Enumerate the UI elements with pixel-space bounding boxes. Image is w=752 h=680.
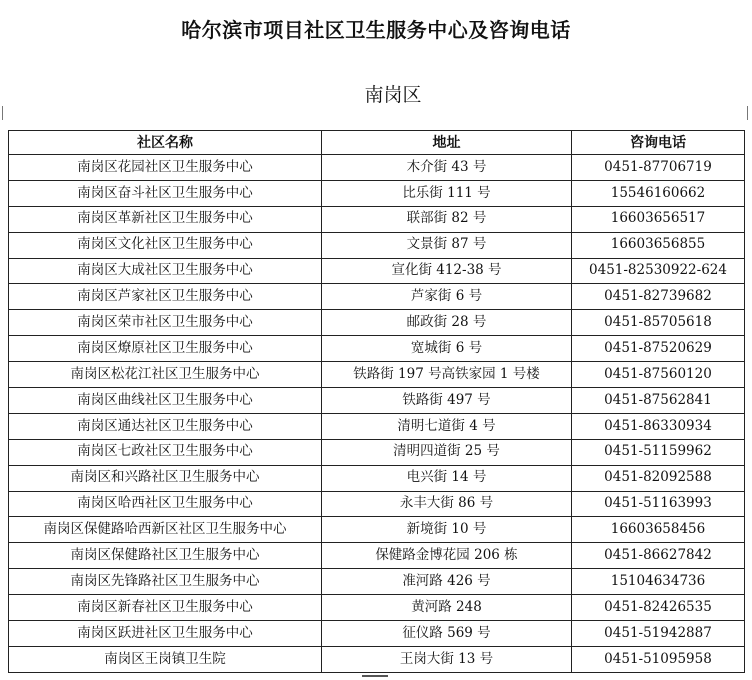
address-cell: 永丰大街 86 号 [322,491,572,517]
phone-cell: 16603656517 [572,206,745,232]
community-name-cell: 南岗区奋斗社区卫生服务中心 [9,180,322,206]
community-name-cell: 南岗区保健路社区卫生服务中心 [9,543,322,569]
address-cell: 电兴街 14 号 [322,465,572,491]
phone-cell: 0451-51163993 [572,491,745,517]
phone-cell: 0451-82530922-624 [572,258,745,284]
table-row [9,543,745,569]
table-row [9,491,745,517]
address-cell: 清明四道街 25 号 [322,439,572,465]
address-cell: 王岗大街 13 号 [322,646,572,672]
table-row [9,206,745,232]
table-row [9,517,745,543]
community-name-cell: 南岗区曲线社区卫生服务中心 [9,388,322,414]
address-cell: 芦家街 6 号 [322,284,572,310]
phone-cell: 0451-87562841 [572,388,745,414]
address-cell: 比乐街 111 号 [322,180,572,206]
phone-cell: 0451-82092588 [572,465,745,491]
community-name-cell: 南岗区荣市社区卫生服务中心 [9,310,322,336]
table-row [9,569,745,595]
community-name-cell: 南岗区先锋路社区卫生服务中心 [9,569,322,595]
community-name-cell: 南岗区革新社区卫生服务中心 [9,206,322,232]
address-cell: 宽城街 6 号 [322,336,572,362]
address-cell: 宣化街 412-38 号 [322,258,572,284]
health-center-table [8,130,745,673]
table-header-row [9,131,745,155]
community-name-cell: 南岗区七政社区卫生服务中心 [9,439,322,465]
table-row [9,155,745,181]
phone-cell: 0451-85705618 [572,310,745,336]
table-row [9,310,745,336]
address-cell: 铁路街 197 号高铁家园 1 号楼 [322,362,572,388]
table-row [9,595,745,621]
table-row [9,258,745,284]
table-row [9,336,745,362]
community-name-cell: 南岗区大成社区卫生服务中心 [9,258,322,284]
phone-cell: 0451-51942887 [572,621,745,647]
address-cell: 联部街 82 号 [322,206,572,232]
phone-cell: 15546160662 [572,180,745,206]
phone-cell: 15104634736 [572,569,745,595]
community-name-cell: 南岗区花园社区卫生服务中心 [9,155,322,181]
phone-cell: 16603658456 [572,517,745,543]
community-name-cell: 南岗区燎原社区卫生服务中心 [9,336,322,362]
table-row [9,362,745,388]
community-name-cell: 南岗区保健路哈西新区社区卫生服务中心 [9,517,322,543]
phone-cell: 0451-87520629 [572,336,745,362]
phone-cell: 0451-82426535 [572,595,745,621]
address-cell: 征仪路 569 号 [322,621,572,647]
phone-cell: 0451-87706719 [572,155,745,181]
phone-cell: 16603656855 [572,232,745,258]
district-heading: 南岗区 [364,84,422,106]
phone-cell: 0451-87560120 [572,362,745,388]
community-name-cell: 南岗区跃进社区卫生服务中心 [9,621,322,647]
address-cell: 准河路 426 号 [322,569,572,595]
address-cell: 新境街 10 号 [322,517,572,543]
community-name-cell: 南岗区文化社区卫生服务中心 [9,232,322,258]
phone-cell: 0451-86330934 [572,413,745,439]
table-row [9,646,745,672]
address-cell: 保健路金博花园 206 栋 [322,543,572,569]
community-name-cell: 南岗区芦家社区卫生服务中心 [9,284,322,310]
page-bottom-marker [362,675,388,677]
table-row [9,465,745,491]
header-address: 地址 [322,131,572,155]
address-cell: 木介街 43 号 [322,155,572,181]
phone-cell: 0451-51159962 [572,439,745,465]
address-cell: 黄河路 248 [322,595,572,621]
phone-cell: 0451-86627842 [572,543,745,569]
phone-cell: 0451-82739682 [572,284,745,310]
address-cell: 清明七道街 4 号 [322,413,572,439]
community-name-cell: 南岗区新春社区卫生服务中心 [9,595,322,621]
address-cell: 铁路街 497 号 [322,388,572,414]
community-name-cell: 南岗区松花江社区卫生服务中心 [9,362,322,388]
left-margin-marker [2,106,3,120]
header-phone: 咨询电话 [572,131,745,155]
community-name-cell: 南岗区哈西社区卫生服务中心 [9,491,322,517]
header-community-name: 社区名称 [9,131,322,155]
table-row [9,439,745,465]
table-row [9,232,745,258]
community-name-cell: 南岗区王岗镇卫生院 [9,646,322,672]
address-cell: 文景街 87 号 [322,232,572,258]
table-row [9,284,745,310]
community-name-cell: 南岗区通达社区卫生服务中心 [9,413,322,439]
document-title: 哈尔滨市项目社区卫生服务中心及咨询电话 [181,18,571,42]
table-row [9,180,745,206]
table-row [9,388,745,414]
right-margin-marker [747,106,748,120]
phone-cell: 0451-51095958 [572,646,745,672]
address-cell: 邮政街 28 号 [322,310,572,336]
table-row [9,413,745,439]
table-row [9,621,745,647]
community-name-cell: 南岗区和兴路社区卫生服务中心 [9,465,322,491]
